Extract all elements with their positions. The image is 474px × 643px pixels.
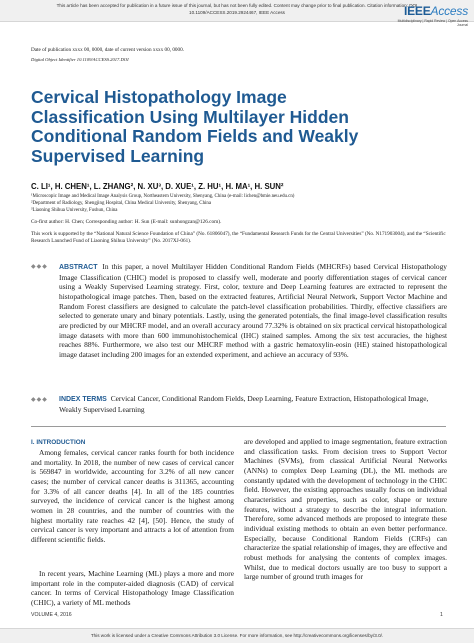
intro-paragraph-1: Among females, cervical cancer ranks fourth for both incidence and mortality. In 2018, the number of new cases of cervical cancer is 569847 in worldwide, accounting for 3.2% of all new cancer cases; the number of cervical cancer deaths is 311365, accounting for 3.3% of all cancer deaths [4]. In all of the 185 countries surveyed, the incidence of cervical cancer is the highest among women in 28 countries, and the number of countries with the highest mortality rate reaches 42 [4], [50]. Hence, the study of cervical cancer is very important and attracts a lot of attention from different scientific fields. bbox=[31, 448, 234, 544]
index-terms bbox=[59, 394, 447, 414]
paper-title: Cervical Histopathology Image Classification Using Multilayer Hidden Conditional Random Fields and Weakly Supervised Learning bbox=[31, 87, 359, 166]
index-terms-marker-icon: ◆◆◆ bbox=[31, 396, 48, 403]
logo-tagline: Multidisciplinary | Rapid Review | Open Access Journal bbox=[397, 19, 468, 27]
page-number: 1 bbox=[440, 612, 443, 618]
bottom-banner bbox=[0, 628, 474, 643]
index-terms-label: INDEX TERMS bbox=[59, 396, 107, 403]
abstract-label: ABSTRACT bbox=[59, 264, 98, 271]
volume-label: VOLUME 4, 2016 bbox=[31, 612, 72, 618]
ieee-access-logo bbox=[396, 4, 468, 28]
logo-access: Access bbox=[430, 4, 468, 18]
license-notice: This work is licensed under a Creative Commons Attribution 3.0 License. For more information, see http://creativecommons.org/licenses/by/3.0/. bbox=[90, 633, 384, 638]
logo-wordmark bbox=[396, 4, 468, 18]
corresponding-author: Co-first author: H. Chen; Corresponding author: H. Sun (E-mail: sunhongzan@126.com). bbox=[31, 219, 222, 225]
intro-paragraph-2: In recent years, Machine Learning (ML) plays a more and more important role in the computer-aided diagnosis (CAD) of cervical cancer. In terms of Cervical Histopathology Image Classification (CHIC), a variety of ML methods bbox=[31, 569, 234, 607]
section-divider bbox=[31, 426, 446, 427]
abstract-text: In this paper, a novel Multilayer Hidden Conditional Random Fields (MHCRFs) based Cervical Histopathology Image Classification (CHIC) model is proposed to classify well, moderate and poorly differentiation stages of cervical cancer using a Weakly Supervised Learning strategy. First, color, texture and Deep Learning features are extracted to represent the histopathological image patches. Then, based on the extracted features, Artificial Neural Network, Support Vector Machine and Random Forest classifiers are designed to calculate the patch-level classification probabilities. Thirdly, effective classifiers are selected to generate unary and binary potentials. Lastly, using the generated potentials, the final image-level classification results are predicted by our MHCRF model, and an overall accuracy around 77.32% is obtained on six practical cervical histopathological image datasets with more than 600 immunohistochemical (IHC) stained samples. Among the six test accuracies, the highest reaches 88%. Furthermore, we also test our MHCRF method with a gastric hematoxylin-eosin (HE) stained histopathological image dataset including 200 images for an extended experiment, and achieve an accuracy of 93%. bbox=[59, 262, 447, 359]
index-terms-text: Cervical Cancer, Conditional Random Fields, Deep Learning, Feature Extraction, Histopathological Image, Weakly Supervised Learning bbox=[59, 394, 429, 414]
author-list: C. LI¹, H. CHEN¹, L. ZHANG², N. XU³, D. XUE¹, Z. HU¹, H. MA¹, H. SUN² bbox=[31, 182, 284, 191]
affiliation-1: ¹Microscopic Image and Medical Image Analysis Group, Northeastern University, Shenyang, China (e-mail: lichen@bmie.neu.edu.cn) bbox=[31, 194, 295, 199]
affiliation-2: ²Department of Radiology, Shengjing Hospital, China Medical University, Shenyang, China bbox=[31, 201, 211, 206]
intro-right-column: are developed and applied to image segmentation, feature extraction and classification tasks. From decision trees to Support Vector Machines (SVMs), from classical Artificial Neural Networks (ANNs) to complex Deep Learning (DL), the ML methods are constantly updated with the development of technology in the CHIC field. However, the existing approaches usually focus on individual characteristics and properties, such as color, shape or texture features, without a strategy to describe the integral information. Therefore, some advanced methods are proposed to integrate these individual existing methods to obtain an even better performance. Especially, because Conditional Random Fields (CRFs) can characterize the spatial relationship of images, they are effective and robust methods for analysing the contents of complex images. Whilst, due to medical doctors usually are too busy to support a large number of ground truth images for bbox=[244, 437, 447, 582]
logo-ieee: IEEE bbox=[403, 4, 431, 18]
doi-line: Digital Object Identifier 10.1109/ACCESS.2017.DOI bbox=[31, 57, 129, 62]
section-heading: I. INTRODUCTION bbox=[31, 439, 86, 446]
funding-statement: This work is supported by the “National Natural Science Foundation of China” (No. 61806047), the “Fundamental Research Funds for the Central Universities” (No. N171903004), and the “Scientific Research Launched Fund of Liaoning Shihua University” (No. 2017XJ-061). bbox=[31, 231, 446, 245]
banner-citation: 10.1109/ACCESS.2019.2924467, IEEE Access bbox=[189, 9, 285, 15]
affiliation-3: ³Liaoning Shihua University, Fushun, China bbox=[31, 208, 118, 213]
banner-notice: This article has been accepted for publication in a future issue of this journal, but has not been fully edited. Content may change prior to final publication. Citation information: DOI bbox=[56, 3, 418, 8]
abstract bbox=[59, 262, 447, 360]
abstract-marker-icon: ◆◆◆ bbox=[31, 263, 48, 270]
publication-dates: Date of publication xxxx 00, 0000, date of current version xxxx 00, 0000. bbox=[31, 47, 184, 53]
